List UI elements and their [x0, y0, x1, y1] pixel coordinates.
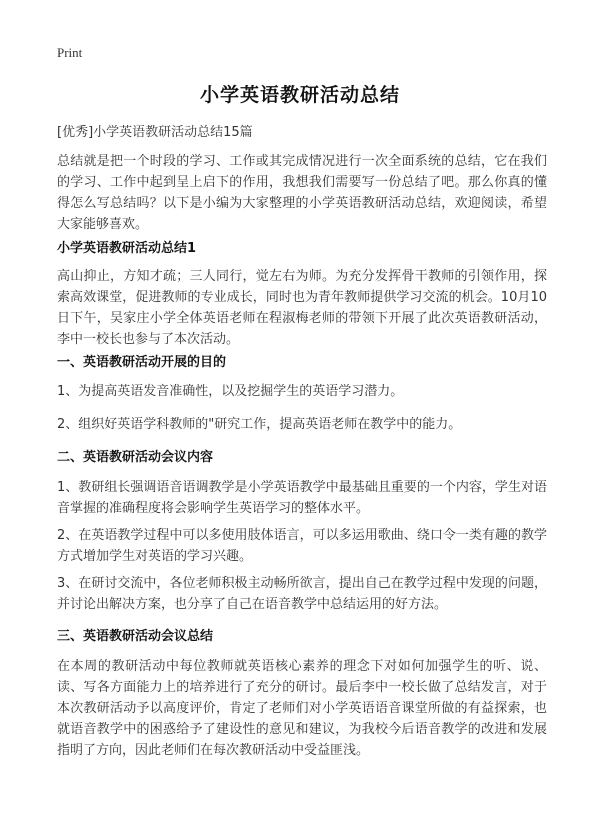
content-item-3: 3、在研讨交流中，各位老师积极主动畅所欲言，提出自己在教学过程中发现的问题，并讨论出解决方案，也分享了自己在语音教学中总结运用的好方法。 [57, 576, 547, 612]
purpose-item-1: 1、为提高英语发音准确性，以及挖掘学生的英语学习潜力。 [57, 384, 404, 399]
print-link[interactable]: Print [57, 45, 83, 60]
content-item-2: 2、在英语教学过程中可以多使用肢体语言，可以多运用歌曲、绕口令一类有趣的教学方式增加学生对英语的学习兴趣。 [57, 528, 547, 564]
section-intro-paragraph: 高山抑止，方知才疏；三人同行，觉左右为师。为充分发挥骨干教师的引领作用，探索高效课堂，促进教师的专业成长，同时也为青年教师提供学习交流的机会。10月10日下午，吴家庄小学全体英语老师在程淑梅老师的带领下开展了此次英语教研活动，李中一校长也参与了本次活动。 [57, 269, 547, 347]
heading-purpose: 一、英语教研活动开展的目的 [57, 355, 227, 370]
page-title: 小学英语教研活动总结 [199, 84, 400, 106]
content-item-1: 1、教研组长强调语音语调教学是小学英语教学中最基础且重要的一个内容，学生对语音掌握的准确程度将会影响学生英语学习的整体水平。 [57, 480, 547, 516]
section-title: 小学英语教研活动总结1 [57, 241, 197, 256]
purpose-item-2: 2、组织好英语学科教师的"研究工作，提高英语老师在教学中的能力。 [57, 417, 462, 432]
intro-paragraph: 总结就是把一个时段的学习、工作或其完成情况进行一次全面系统的总结，它在我们的学习、工作中起到呈上启下的作用，我想我们需要写一份总结了吧。那么你真的懂得怎么写总结吗？以下是小编为大家整理的小学英语教研活动总结，欢迎阅读，希望大家能够喜欢。 [57, 154, 547, 232]
heading-summary: 三、英语教研活动会议总结 [57, 629, 214, 644]
document-subtitle: [优秀]小学英语教研活动总结15篇 [57, 125, 253, 140]
summary-paragraph: 在本周的教研活动中每位教师就英语核心素养的理念下对如何加强学生的听、说、读、写各方面能力上的培养进行了充分的研讨。最后李中一校长做了总结发言，对于本次教研活动予以高度评价，肯定了老师们对小学英语语音课堂所做的有益探索，也就语音教学中的困惑给予了建设性的意见和建议，为我校今后语音教学的改进和发展指明了方向，因此老师们在每次教研活动中受益匪浅。 [57, 659, 547, 758]
heading-content: 二、英语教研活动会议内容 [57, 450, 214, 465]
